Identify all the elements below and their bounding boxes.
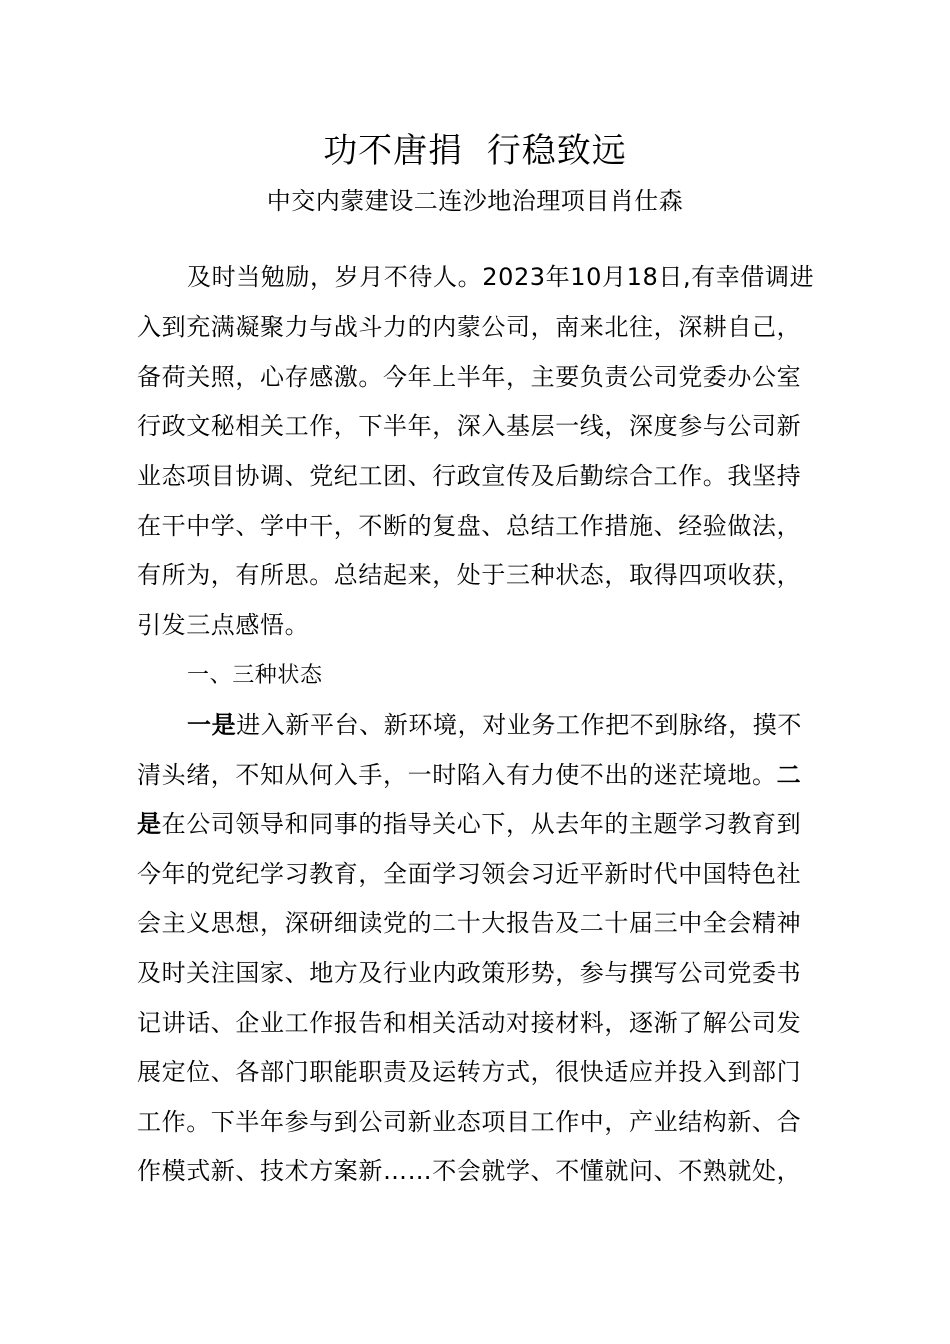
paragraph-line: 备荷关照，心存感激。今年上半年，主要负责公司党委办公室 — [137, 363, 802, 391]
paragraph-text: 在公司领导和同事的指导关心下，从去年的主题学习教育到 — [161, 810, 802, 838]
paragraph-line — [187, 709, 907, 741]
paragraph-text: 进入新平台、新环境，对业务工作把不到脉络，摸不 — [236, 711, 803, 739]
paragraph-line: 记讲话、企业工作报告和相关活动对接材料，逐渐了解公司发 — [137, 1009, 802, 1037]
paragraph-line — [137, 759, 857, 791]
document-title: 功不唐捐 行稳致远 — [323, 131, 627, 171]
paragraph-line: 在干中学、学中干，不断的复盘、总结工作措施、经验做法， — [137, 512, 802, 540]
bold-marker: 是 — [137, 810, 162, 838]
paragraph-line: 工作。下半年参与到公司新业态项目工作中，产业结构新、合 — [137, 1108, 802, 1136]
bold-marker: 一是 — [187, 711, 237, 739]
section-heading: 一、三种状态 — [187, 663, 323, 688]
document-subtitle: 中交内蒙建设二连沙地治理项目肖仕森 — [266, 187, 684, 215]
paragraph-line: 作模式新、技术方案新……不会就学、不懂就问、不熟就处， — [137, 1157, 802, 1185]
paragraph-line: 入到充满凝聚力与战斗力的内蒙公司，南来北往，深耕自己， — [137, 313, 802, 341]
paragraph-line: 展定位、各部门职能职责及运转方式，很快适应并投入到部门 — [137, 1058, 802, 1086]
paragraph-line: 及时当勉励，岁月不待人。2023年10月18日,有幸借调进 — [187, 263, 815, 291]
bold-marker: 二 — [776, 761, 802, 789]
paragraph-line: 行政文秘相关工作，下半年，深入基层一线，深度参与公司新 — [137, 412, 802, 440]
paragraph-line: 有所为，有所思。总结起来，处于三种状态，取得四项收获， — [137, 561, 802, 589]
paragraph-line: 今年的党纪学习教育，全面学习领会习近平新时代中国特色社 — [137, 860, 802, 888]
paragraph-line: 业态项目协调、党纪工团、行政宣传及后勤综合工作。我坚持 — [137, 462, 802, 490]
paragraph-text: 清头绪，不知从何入手，一时陷入有力使不出的迷茫境地。 — [137, 761, 777, 789]
paragraph-line — [137, 808, 857, 840]
paragraph-line: 引发三点感悟。 — [137, 611, 310, 639]
paragraph-line: 会主义思想，深研细读党的二十大报告及二十届三中全会精神 — [137, 909, 802, 937]
paragraph-line: 及时关注国家、地方及行业内政策形势，参与撰写公司党委书 — [137, 959, 802, 987]
